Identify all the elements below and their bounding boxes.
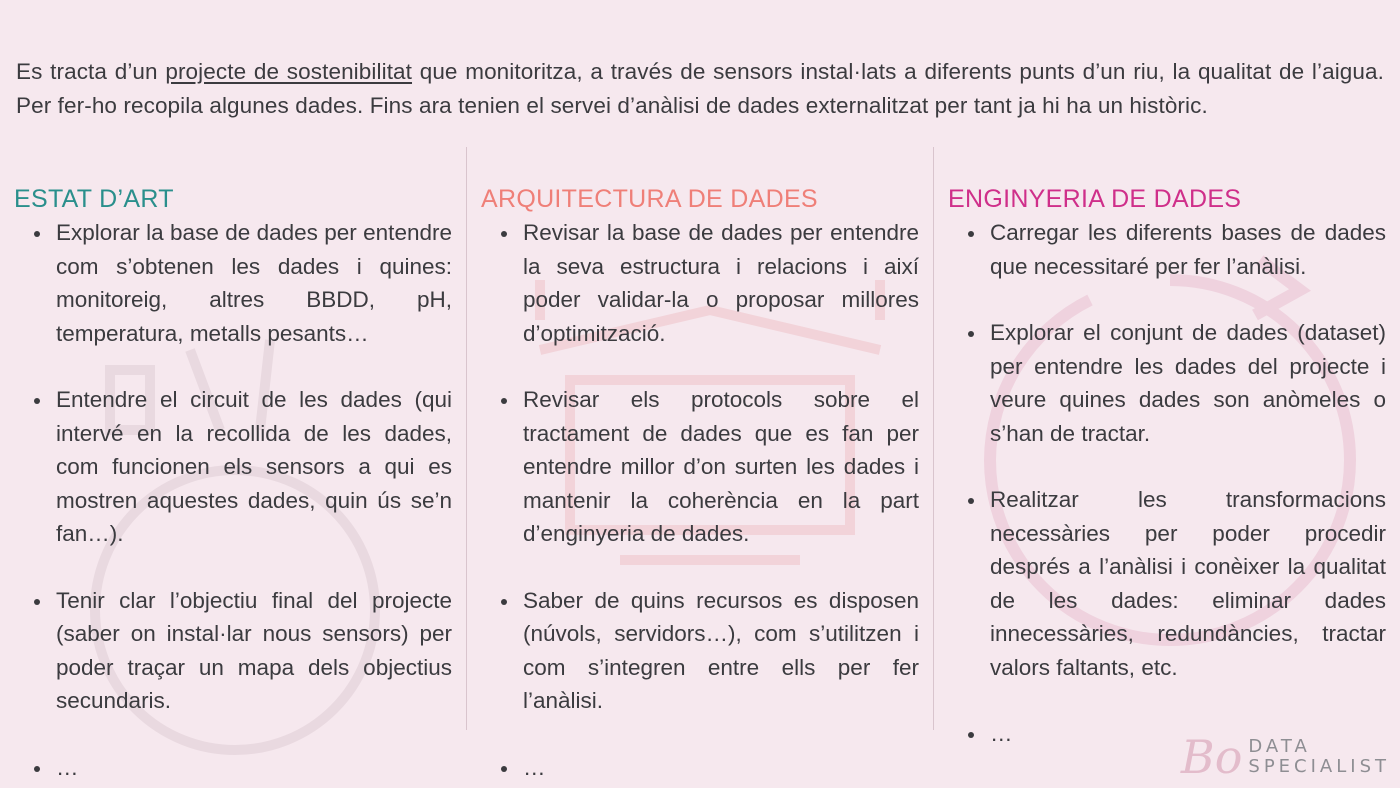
list-item: Explorar el conjunt de dades (dataset) per entendre les dades del projecte i veure quines dades son anòmeles o s’han de tractar. bbox=[948, 316, 1386, 450]
bullet-list bbox=[481, 216, 919, 784]
logo-line-2: SPECIALIST bbox=[1248, 756, 1390, 777]
list-item: Revisar els protocols sobre el tractament de dades que es fan per entendre millor d’on surten les dades i mantenir la coherència en la part d’enginyeria de dades. bbox=[481, 383, 919, 551]
intro-text-end: que monitoritza, a través de sensors instal·lats a diferents punts d’un riu, la qualitat de l’aigua. Per fer-ho recopila algunes dades. Fins ara tenien el servei d’anàlisi de dades externalitzat per tant ja hi ha un històric. bbox=[16, 58, 1385, 118]
column-title: ENGINYERIA DE DADES bbox=[948, 185, 1242, 213]
intro-paragraph bbox=[16, 55, 1384, 123]
list-item: … bbox=[481, 751, 919, 785]
list-item: Entendre el circuit de les dades (qui intervé en la recollida de les dades, com funcionen els sensors a qui es mostren aquestes dades, quin ús se’n fan…). bbox=[14, 383, 452, 551]
column-estat-art bbox=[14, 182, 452, 784]
column-divider bbox=[466, 147, 467, 730]
column-enginyeria bbox=[948, 182, 1386, 751]
column-title: ESTAT D’ART bbox=[14, 185, 174, 213]
list-item: … bbox=[948, 717, 1386, 751]
column-divider bbox=[933, 147, 934, 730]
logo-line-1: DATA bbox=[1248, 736, 1311, 757]
logo-wordmark bbox=[1248, 737, 1390, 777]
list-item: Explorar la base de dades per entendre com s’obtenen les dades i quines: monitoreig, altres BBDD, pH, temperatura, metalls pesants… bbox=[14, 216, 452, 350]
column-title: ARQUITECTURA DE DADES bbox=[481, 185, 818, 213]
list-item: Saber de quins recursos es disposen (núvols, servidors…), com s’utilitzen i com s’integren entre ells per fer l’anàlisi. bbox=[481, 584, 919, 718]
bullet-list bbox=[948, 216, 1386, 751]
bullet-list bbox=[14, 216, 452, 784]
intro-link[interactable]: projecte de sostenibilitat bbox=[165, 58, 413, 84]
list-item: … bbox=[14, 751, 452, 785]
brand-logo bbox=[1180, 730, 1390, 784]
column-arquitectura bbox=[481, 182, 919, 784]
logo-monogram-icon: Bo bbox=[1180, 730, 1243, 784]
list-item: Revisar la base de dades per entendre la seva estructura i relacions i així poder validar-la o proposar millores d’optimització. bbox=[481, 216, 919, 350]
list-item: Carregar les diferents bases de dades que necessitaré per fer l’anàlisi. bbox=[948, 216, 1386, 283]
intro-text-start: Es tracta d’un bbox=[16, 58, 166, 84]
list-item: Realitzar les transformacions necessàries per poder procedir després a l’anàlisi i conèixer la qualitat de les dades: eliminar dades innecessàries, redundàncies, tractar valors faltants, etc. bbox=[948, 483, 1386, 684]
list-item: Tenir clar l’objectiu final del projecte (saber on instal·lar nous sensors) per poder traçar un mapa dels objectius secundaris. bbox=[14, 584, 452, 718]
